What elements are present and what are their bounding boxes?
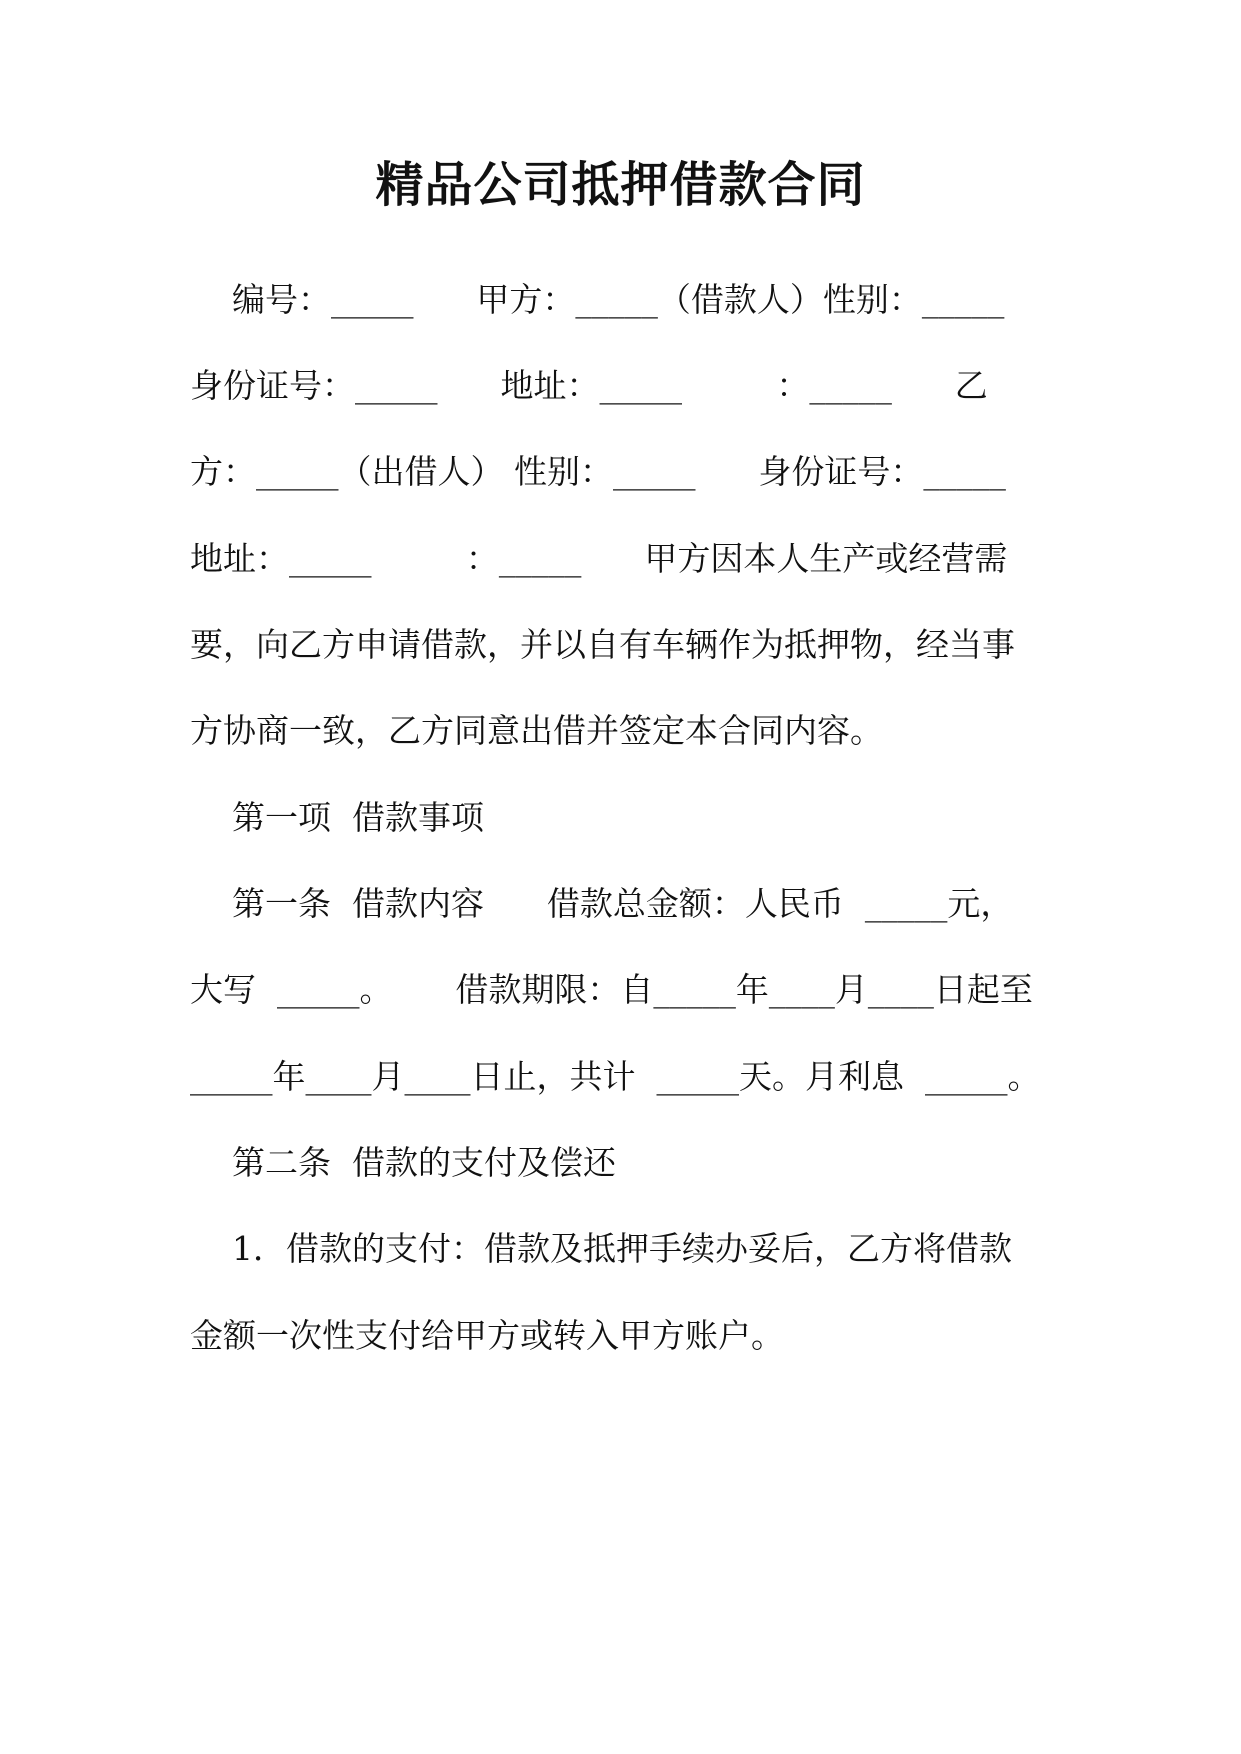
body-line: 编号：_____ 甲方：_____（借款人）性别：_____ [190,280,1005,319]
clause-heading: 第二条 借款的支付及偿还 [190,1143,616,1182]
body-line: 地址：_____ ：_____ 甲方因本人生产或经营需 [190,539,1008,578]
body-line: 1．借款的支付：借款及抵押手续办妥后，乙方将借款 [190,1229,1012,1268]
body-line: _____年____月____日止，共计 _____天。月利息 _____。 [190,1057,1041,1096]
body-line: 方：_____（出借人） 性别：_____ 身份证号：_____ [190,452,1006,491]
body-line: 金额一次性支付给甲方或转入甲方账户。 [190,1316,784,1355]
document-title: 精品公司抵押借款合同 [375,157,866,213]
body-line: 大写 _____。 借款期限：自_____年____月____日起至 [190,970,1033,1009]
body-line: 第一条 借款内容 借款总金额：人民币 _____元， [190,884,1014,923]
body-line: 要，向乙方申请借款，并以自有车辆作为抵押物，经当事 [190,625,1015,664]
body-line: 方协商一致，乙方同意出借并签定本合同内容。 [190,711,883,750]
section-heading: 第一项 借款事项 [190,798,484,837]
body-line: 身份证号：_____ 地址：_____ ：_____ 乙 [190,366,988,405]
